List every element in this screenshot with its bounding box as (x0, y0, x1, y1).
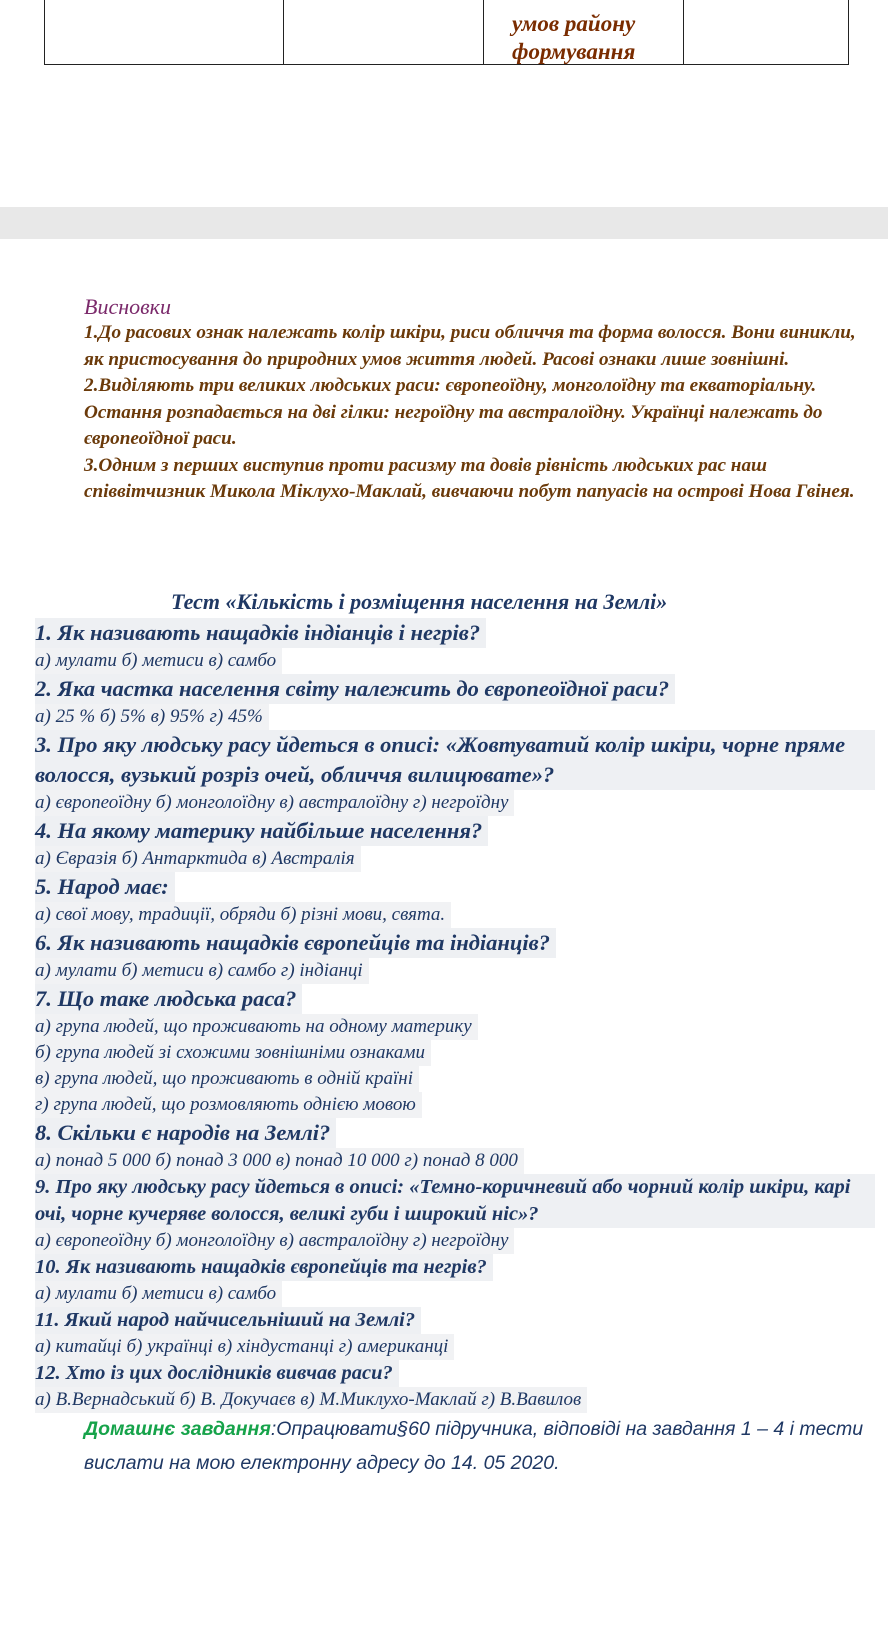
table-cell-4 (684, 0, 848, 64)
table-cell-3-text (512, 0, 635, 64)
answer-options: а) європеоїдну б) монголоїдну в) австралоїдну г) негроїдну (35, 1228, 514, 1254)
answer-options: а) понад 5 000 б) понад 3 000 в) понад 10 000 г) понад 8 000 (35, 1148, 524, 1174)
answer-options: а) мулати б) метиси в) самбо (35, 648, 282, 674)
homework-label: Домашнє завдання (84, 1418, 271, 1440)
answer-options: г) група людей, що розмовляють однією мовою (35, 1092, 422, 1118)
question-11: 11. Який народ найчисельніший на Землі? (35, 1307, 421, 1334)
top-table (44, 0, 849, 65)
conclusions-section (84, 294, 874, 506)
question-3: 3. Про яку людську расу йдеться в описі: «Жовтуватий колір шкіри, чорне пряме волосся, вузький розріз очей, обличчя вилицювате»? (35, 730, 875, 790)
question-10: 10. Як називають нащадків європейців та негрів? (35, 1254, 493, 1281)
conclusions-text: 1.До расових ознак належать колір шкіри, риси обличчя та форма волосся. Вони виникли, як пристосування до природних умов життя людей. Расові ознаки лише зовнішні. 2.Виділяють три великих людських раси: європеоїдну, монголоїдну та екваторіальну. Остання розпадається на дві гілки: негроїдну та австралоїдну. Українці належать до європеоїдної раси. 3.Одним з перших виступив проти расизму та довів рівність людських рас наш співвітчизник Микола Міклухо-Маклай, вивчаючи побут папуасів на острові Нова Гвінея. (84, 322, 856, 502)
test-title: Тест «Кількість і розміщення населення на Землі» (171, 589, 668, 614)
answer-options: в) група людей, що проживають в одній країні (35, 1066, 419, 1092)
answer-options: а) китайці б) українці в) хіндустанці г) американці (35, 1334, 454, 1360)
homework (84, 1412, 874, 1480)
question-6: 6. Як називають нащадків європейців та індіанців? (35, 928, 556, 958)
question-7: 7. Що таке людська раса? (35, 984, 302, 1014)
question-12: 12. Хто із цих дослідників вивчав раси? (35, 1360, 399, 1387)
question-1: 1. Як називають нащадків індіанців і негрів? (35, 618, 486, 648)
answer-options: а) мулати б) метиси в) самбо (35, 1281, 282, 1307)
homework-text: :Опрацювати§60 підручника, відповіді на завдання 1 – 4 і тести вислати на мою електронну адресу до 14. 05 2020. (84, 1418, 864, 1474)
answer-options: а) Євразія б) Антарктида в) Австралія (35, 846, 361, 872)
answer-options: а) свої мову, традиції, обряди б) різні мови, свята. (35, 902, 451, 928)
table-cell-2 (284, 0, 484, 64)
answer-options: а) мулати б) метиси в) самбо г) індіанці (35, 958, 369, 984)
table-cell-3 (484, 0, 684, 64)
answer-options: а) європеоїдну б) монголоїдну в) австралоїдну г) негроїдну (35, 790, 514, 816)
question-8: 8. Скільки є народів на Землі? (35, 1118, 336, 1148)
table-cell-3-line-2: формування (512, 39, 636, 64)
question-4: 4. На якому материку найбільше населення? (35, 816, 488, 846)
table-cell-1 (45, 0, 284, 64)
conclusions-title: Висновки (84, 294, 171, 319)
table-cell-3-line-1: умов району (512, 11, 636, 36)
answer-options: а) 25 % б) 5% в) 95% г) 45% (35, 704, 269, 730)
question-2: 2. Яка частка населення світу належить до європеоїдної раси? (35, 674, 675, 704)
question-5: 5. Народ має: (35, 872, 175, 902)
page-separator (0, 207, 888, 239)
question-9: 9. Про яку людську расу йдеться в описі: «Темно-коричневий або чорний колір шкіри, карі очі, чорне кучеряве волосся, великі губи і широкий ніс»? (35, 1174, 875, 1228)
answer-options: а) В.Вернадський б) В. Докучаєв в) М.Миклухо-Маклай г) В.Вавилов (35, 1387, 587, 1413)
answer-options: а) група людей, що проживають на одному материку (35, 1014, 478, 1040)
answer-options: б) група людей зі схожими зовнішніми ознаками (35, 1040, 431, 1066)
test-questions (35, 618, 875, 1413)
